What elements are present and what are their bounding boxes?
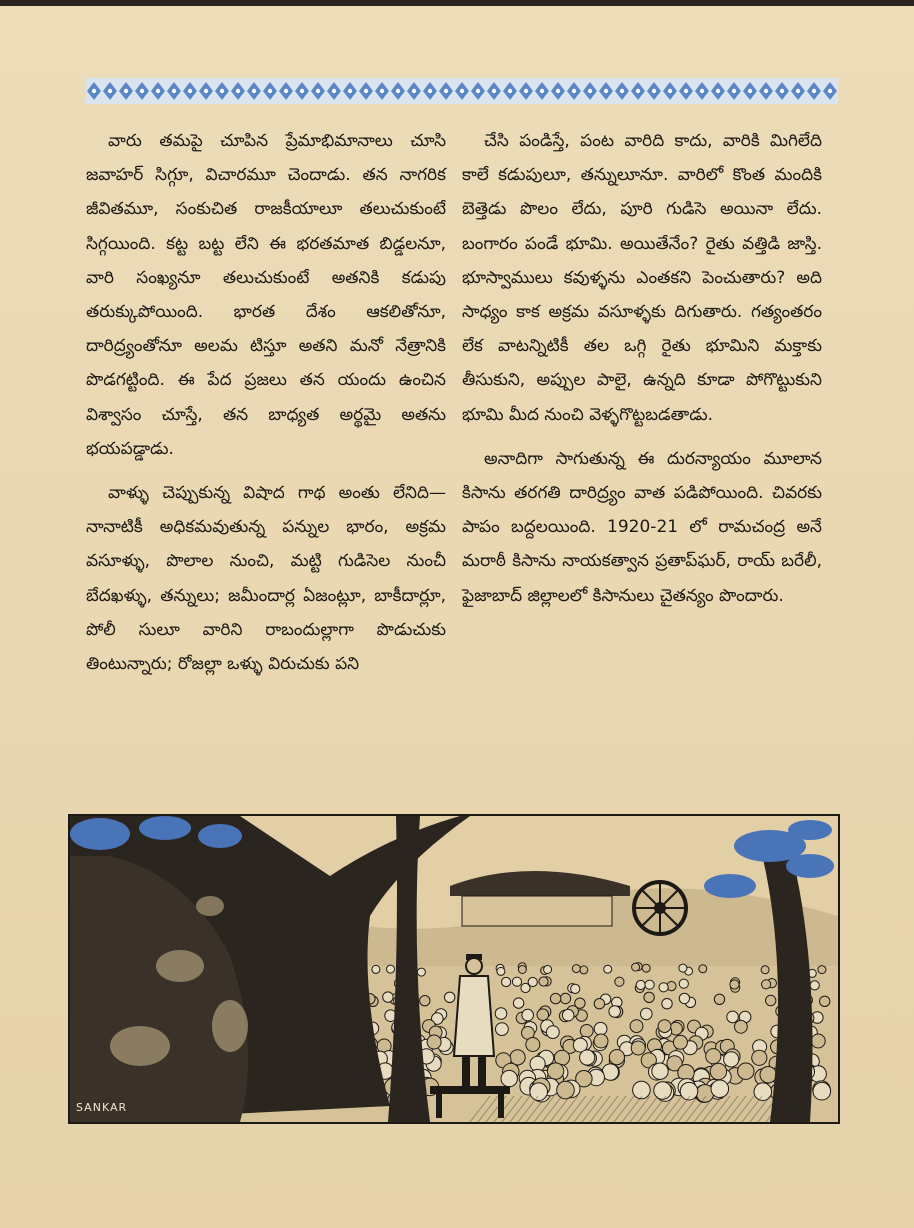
crowd-head [813, 1082, 831, 1100]
border-dot [620, 89, 624, 93]
crowd-head [673, 1035, 687, 1049]
crowd-head [609, 1050, 624, 1065]
crowd-head [571, 984, 580, 993]
crowd-head [710, 1063, 726, 1079]
border-dot [460, 89, 464, 93]
crowd-head [706, 1049, 721, 1064]
border-dot [108, 89, 112, 93]
crowd-head [427, 1035, 441, 1049]
crowd-head [766, 995, 776, 1005]
crowd-head [630, 1020, 643, 1033]
border-dot [556, 89, 560, 93]
border-dot [124, 89, 128, 93]
border-dot [780, 89, 784, 93]
crowd-head [711, 1080, 729, 1098]
crowd-head [652, 1063, 668, 1079]
paragraph: అనాదిగా సాగుతున్న ఈ దురన్యాయం మూలాన కిసాను తరగతి దారిద్ర్యం వాత పడిపోయింది. చివరకు పాపం బద్దలయింది. 1920-21 లో రామచంద్ర అనే మరాఠీ కిసాను నాయకత్వాన ప్రతాప్‌ఘర్, రాయ్ బరేలీ, ఫైజాబాద్ జిల్లాలలో కిసానులు చైతన్యం పొందారు. [462, 448, 822, 606]
border-dot [764, 89, 768, 93]
decorative-border-band [86, 78, 838, 104]
crowd-head [679, 964, 687, 972]
border-dot [748, 89, 752, 93]
border-dot [796, 89, 800, 93]
border-dot [140, 89, 144, 93]
crowd-head [580, 966, 588, 974]
border-dot [300, 89, 304, 93]
border-dot [348, 89, 352, 93]
crowd-head [820, 996, 830, 1006]
border-dot [524, 89, 528, 93]
crowd-head [679, 979, 688, 988]
illustration-drawing [70, 816, 838, 1122]
border-dot [492, 89, 496, 93]
crowd-head [727, 1011, 739, 1023]
crowd-head [383, 992, 393, 1002]
border-dot [588, 89, 592, 93]
border-dot [684, 89, 688, 93]
border-dot [284, 89, 288, 93]
crowd-head [631, 1041, 645, 1055]
paragraph: వాళ్ళు చెప్పుకున్న విషాద గాథ అంతు లేనిది—నానాటికీ అధికమవుతున్న పన్నుల భారం, అక్రమ వసూళ్ళు, పొలాల నుంచి, మట్టి గుడిసెల నుంచీ బేదఖళ్ళు, తన్నులు; జమీందార్ల ఏజంట్లూ, బాకీదార్లూ, పోలీ సులూ వారిని రాబందుల్లాగా పొడుచుకు తింటున్నారు; రోజల్లా ఒళ్ళు విరుచుకు పని [86, 483, 446, 675]
crowd-head [760, 1067, 776, 1083]
crowd-head [510, 1050, 525, 1065]
crowd-head [544, 966, 552, 974]
crowd-head [557, 1081, 575, 1099]
crowd-head [522, 1009, 534, 1021]
border-dot [204, 89, 208, 93]
border-dot [604, 89, 608, 93]
crowd-head [594, 1022, 607, 1035]
crowd-head [572, 965, 580, 973]
border-dot [812, 89, 816, 93]
crowd-head [752, 1050, 767, 1065]
crowd-head [679, 993, 689, 1003]
paragraph: వారు తమపై చూపిన ప్రేమాభిమానాలు చూసి జవాహర్ సిగ్గూ, విచారమూ చెందాడు. తన నాగరిక జీవితమూ, సంకుచిత రాజకీయాలూ తలుచుకుంటే సిగ్గయింది. కట్ట బట్ట లేని ఈ భరతమాత బిడ్డలనూ, వారి సంఖ్యనూ తలుచుకుంటే అతనికి కడుపు తరుక్కుపోయింది. భారత దేశం ఆకలితోనూ, దారిద్ర్యంతోనూ అలమ టిస్తూ అతని మనో నేత్రానికి పొడగట్టింది. ఈ పేద ప్రజలు తన యందు ఉంచిన విశ్వాసం చూస్తే, తన బాధ్యత అర్థమై అతను భయపడ్డాడు. [86, 131, 446, 459]
page-edge [0, 0, 914, 6]
crowd-head [735, 1020, 748, 1033]
border-dot [668, 89, 672, 93]
border-dot [412, 89, 416, 93]
crowd-head [420, 996, 430, 1006]
border-dot [540, 89, 544, 93]
crowd-head [762, 980, 771, 989]
crowd-head [502, 977, 511, 986]
crowd-head [810, 981, 819, 990]
border-dot [252, 89, 256, 93]
crowd-head [495, 1008, 507, 1020]
border-dot [268, 89, 272, 93]
crowd-head [636, 980, 645, 989]
crowd-head [609, 1006, 621, 1018]
border-dot [380, 89, 384, 93]
border-dot [220, 89, 224, 93]
border-dot [636, 89, 640, 93]
crowd-head [818, 966, 826, 974]
border-dot [332, 89, 336, 93]
crowd-head [714, 994, 724, 1004]
border-dot [428, 89, 432, 93]
border-dot [716, 89, 720, 93]
border-dot [444, 89, 448, 93]
crowd-head [644, 992, 654, 1002]
crowd-head [724, 1052, 739, 1067]
crowd-head [560, 993, 570, 1003]
crowd-head [496, 1023, 509, 1036]
crowd-head [562, 1009, 574, 1021]
artist-signature: SANKAR [76, 1101, 128, 1114]
right-text-column [462, 124, 822, 613]
crowd-head [811, 1034, 825, 1048]
crowd-head [761, 966, 769, 974]
crowd-head [580, 1050, 595, 1065]
border-dot [732, 89, 736, 93]
crowd-head [654, 1082, 672, 1100]
crowd-head [547, 1063, 563, 1079]
border-dot [828, 89, 832, 93]
crowd-head [372, 965, 380, 973]
border-dot [236, 89, 240, 93]
crowd-head [662, 999, 672, 1009]
crowd-head [518, 966, 526, 974]
border-dot [508, 89, 512, 93]
village-meeting-illustration [68, 814, 840, 1124]
crowd-head [497, 967, 505, 975]
crowd-head [699, 965, 707, 973]
border-dot [652, 89, 656, 93]
crowd-head [642, 964, 650, 972]
border-dot [316, 89, 320, 93]
crowd-head [512, 977, 521, 986]
crowd-head [604, 965, 612, 973]
crowd-head [738, 1063, 754, 1079]
border-dot [172, 89, 176, 93]
crowd-head [387, 965, 395, 973]
border-dot [92, 89, 96, 93]
crowd-head [537, 1009, 549, 1021]
crowd-head [539, 977, 548, 986]
crowd-head [526, 1038, 540, 1052]
border-dot [572, 89, 576, 93]
crowd-head [528, 977, 537, 986]
crowd-head [632, 963, 640, 971]
crowd-head [645, 980, 654, 989]
border-dot [396, 89, 400, 93]
left-text-column [86, 124, 446, 681]
crowd-head [501, 1070, 517, 1086]
crowd-head [594, 999, 604, 1009]
paragraph: చేసి పండిస్తే, పంట వారిది కాదు, వారికి మిగిలేది కాలే కడుపులూ, తన్నులూనూ. వారిలో కొంత మందికి బెత్తెడు పొలం లేదు, పూరి గుడిసె అయినా లేదు. బంగారం పండే భూమి. అయితేనేం? రైతు వత్తిడి జాస్తి. భూస్వాములు కవుళ్ళను ఎంతకని పెంచుతారు? అది సాధ్యం కాక అక్రమ వసూళ్ళకు దిగుతారు. గత్యంతరం లేక వాటన్నిటికీ తల ఒగ్గి రైతు భూమిని మక్తాకు తీసుకుని, అప్పుల పాలై, ఉన్నది కూడా పోగొట్టుకుని భూమి మీద నుంచి వెళ్ళగొట్టబడతాడు. [462, 131, 822, 425]
border-dot [364, 89, 368, 93]
border-dot [188, 89, 192, 93]
border-dot [156, 89, 160, 93]
crowd-head [550, 993, 560, 1003]
crowd-head [417, 968, 425, 976]
border-dot [476, 89, 480, 93]
crowd-head [615, 977, 624, 986]
crowd-head [641, 1008, 653, 1020]
crowd-head [659, 983, 668, 992]
crowd-head [730, 980, 739, 989]
crowd-head [594, 1034, 608, 1048]
crowd-head [513, 998, 523, 1008]
crowd-head [546, 1026, 559, 1039]
crowd-head [580, 1025, 593, 1038]
border-dot [700, 89, 704, 93]
crowd-head [445, 992, 455, 1002]
crowd-head [658, 1020, 671, 1033]
